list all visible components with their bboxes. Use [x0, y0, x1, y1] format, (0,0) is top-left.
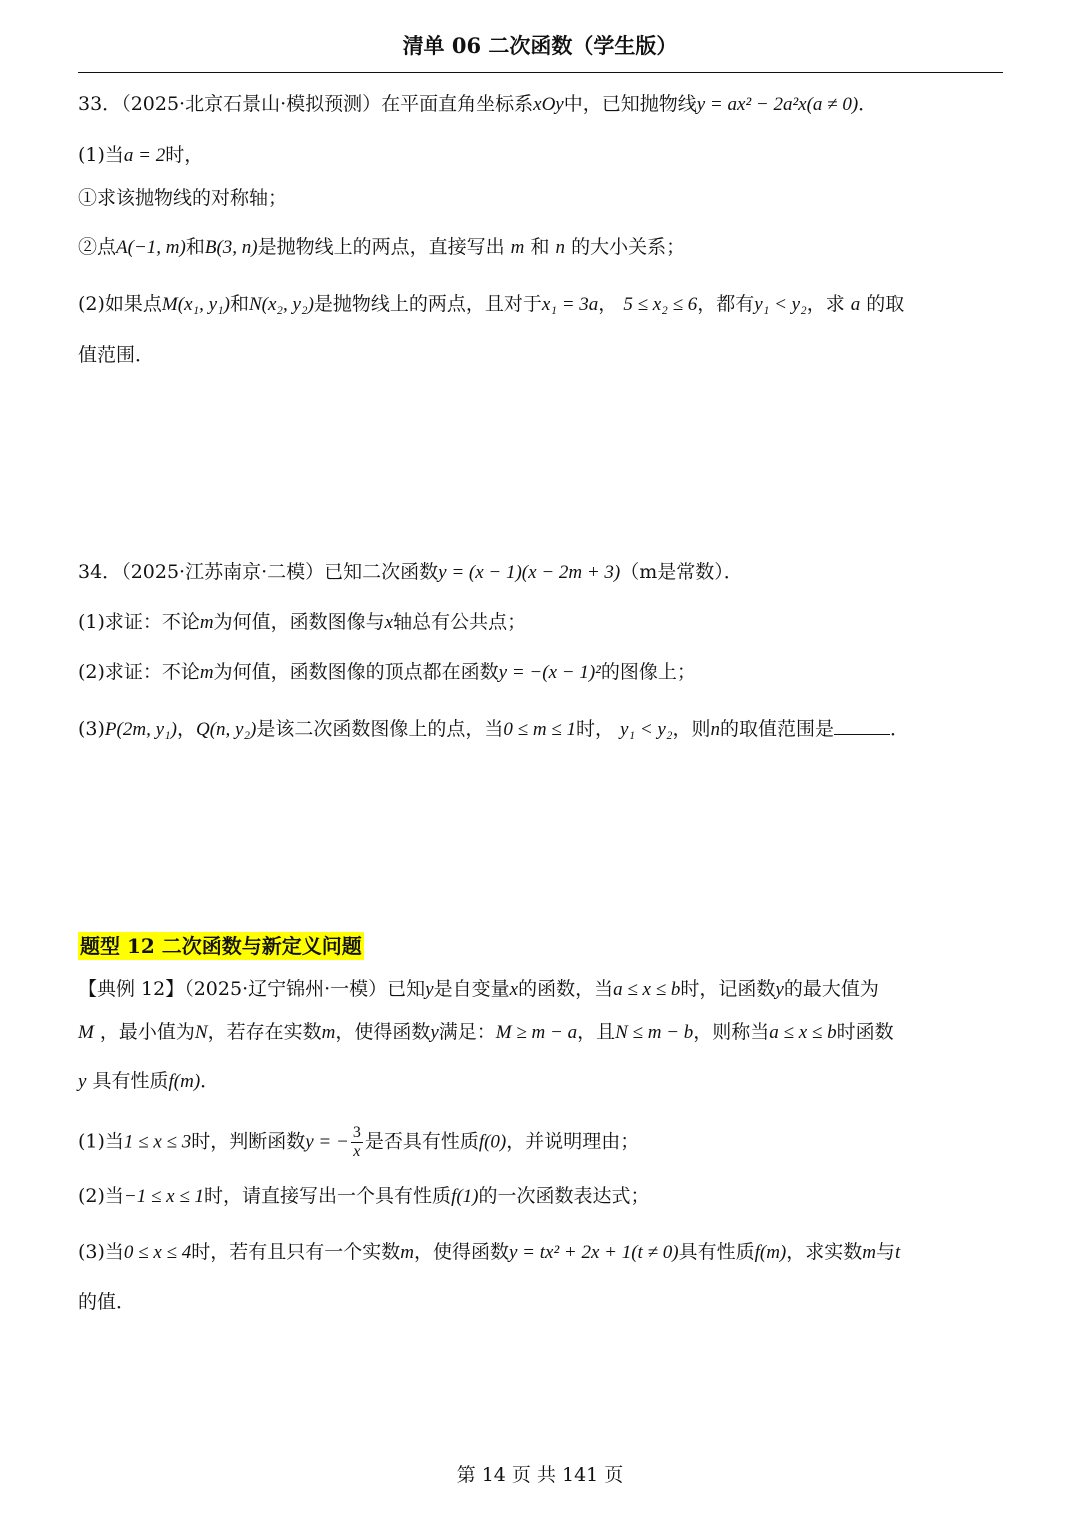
q33-cond2: 5 ≤ x₂ ≤ 6 — [623, 294, 698, 315]
q33-comma: ， — [598, 293, 618, 315]
q34-var-m2: m — [199, 662, 214, 683]
ex12-var-N: N — [194, 1022, 208, 1043]
q33-p1-math: a = 2 — [123, 145, 166, 166]
ex12-l1d: 时，记函数 — [680, 978, 776, 1000]
q33-part1a: ①求该抛物线的对称轴； — [78, 187, 288, 209]
q34-part2 — [78, 658, 1003, 687]
ex12-l3a: 具有性质 — [92, 1070, 169, 1092]
q33-pointN: N(x₂, y₂) — [249, 294, 314, 315]
ex12-l2e: ，且 — [577, 1021, 616, 1043]
page-footer: 第 14 页 共 141 页 — [456, 1464, 624, 1486]
ex12-p3-func: y = tx² + 2x + 1(t ≠ 0) — [508, 1242, 679, 1263]
q33-p2-ask: ，求 — [806, 293, 845, 315]
q34-number: 34． — [78, 561, 122, 583]
ex12-p3-range: 0 ≤ x ≤ 4 — [123, 1242, 192, 1263]
ex12-p3b: 时，若有且只有一个实数 — [191, 1241, 401, 1263]
q33-p2-start: (2)如果点 — [78, 293, 162, 315]
answer-blank — [834, 714, 890, 735]
ex12-range: a ≤ x ≤ b — [613, 979, 681, 1000]
ex12-p2b: 时，请直接写出一个具有性质 — [204, 1185, 452, 1207]
q34-func2: y = −(x − 1)² — [498, 662, 601, 683]
q33-cond1: x₁ = 3a — [541, 294, 599, 315]
q33-p1-end: 时， — [165, 144, 204, 166]
ex12-p3d: 具有性质 — [678, 1241, 755, 1263]
ex12-l1a: 已知 — [387, 978, 426, 1000]
page-header-title: 清单 06 二次函数（学生版） — [402, 33, 678, 58]
ex12-var-y: y — [425, 979, 434, 1000]
q34-sep: ， — [176, 718, 196, 740]
ex12-line2 — [78, 1018, 1003, 1047]
ex12-part1 — [78, 1124, 1003, 1161]
q34-line1 — [78, 558, 1003, 587]
q34-p1-end: 轴总有公共点； — [393, 611, 527, 633]
q34-pointP: P(2m, y₁) — [104, 719, 177, 740]
ex12-line1 — [78, 975, 1003, 1004]
ex12-l1c: 的函数，当 — [518, 978, 614, 1000]
q33-part2-line2: 值范围． — [78, 344, 155, 366]
q34-p3-start: (3) — [78, 718, 105, 740]
ex12-p1d: ，并说明理由； — [506, 1130, 640, 1153]
ex12-part2 — [78, 1182, 1003, 1211]
q34-part3 — [78, 714, 1003, 744]
q34-var-m: m — [199, 612, 214, 633]
q33-part1 — [78, 141, 1003, 170]
ex12-label: 【典例 12】 — [78, 978, 185, 1000]
q33-var-n: n — [555, 237, 566, 258]
ex12-var-M: M — [78, 1022, 94, 1043]
ex12-var-x: x — [509, 979, 519, 1000]
q34-p2-mid: 为何值，函数图像的顶点都在函数 — [213, 661, 499, 683]
q33-p2-mid: 是抛物线上的两点，且对于 — [313, 293, 542, 315]
ex12-p2-range: −1 ≤ x ≤ 1 — [123, 1186, 205, 1207]
ex12-line3 — [78, 1067, 1003, 1096]
ex12-l1b: 是自变量 — [433, 978, 510, 1000]
ex12-p2a: (2)当 — [78, 1185, 124, 1207]
ex12-part3 — [78, 1238, 1003, 1267]
section-heading — [78, 932, 1003, 961]
fraction-denominator: x — [353, 1143, 361, 1160]
fraction-numerator: 3 — [352, 1124, 361, 1141]
ex12-p1-fraction — [351, 1124, 363, 1161]
ex12-condM: M ≥ m − a — [495, 1022, 578, 1043]
ex12-p1b: 时，判断函数 — [191, 1130, 306, 1153]
q34-var-x: x — [384, 612, 394, 633]
ex12-var-m: m — [321, 1022, 336, 1043]
ex12-p1-func: y = − — [305, 1131, 349, 1153]
ex12-p3-prop: f(m) — [754, 1242, 787, 1263]
q33-source: （2025·北京石景山·模拟预测） — [121, 93, 382, 115]
ex12-p3-var-m2: m — [862, 1242, 877, 1263]
q34-var-n: n — [710, 719, 720, 740]
q33-p2-and: 和 — [229, 293, 249, 315]
ex12-p2c: 的一次函数表达式； — [478, 1185, 650, 1207]
q34-p2-start: (2)求证：不论 — [78, 661, 200, 683]
q33-text: 在平面直角坐标系 — [381, 93, 534, 115]
ex12-l2d: 满足： — [438, 1021, 496, 1043]
ex12-l2g: 时函数 — [836, 1021, 894, 1043]
ex12-l3end: ． — [200, 1070, 220, 1092]
q33-var-a: a — [850, 294, 861, 315]
q34-p3-end: 的取值范围是 — [719, 718, 834, 740]
q33-coord: xOy — [533, 94, 564, 115]
q34-p1-mid: 为何值，函数图像与 — [213, 611, 385, 633]
q34-func: y = (x − 1)(x − 2m + 3) — [438, 562, 621, 583]
q33-number: 33． — [78, 93, 122, 115]
q34-p3-then: ，则 — [672, 718, 711, 740]
ex12-source: （2025·辽宁锦州·一模） — [184, 978, 388, 1000]
ex12-range2: a ≤ x ≤ b — [769, 1022, 837, 1043]
q33-text2: 中，已知抛物线 — [563, 93, 697, 115]
ex12-l2f: ，则称当 — [693, 1021, 770, 1043]
ex12-var-y4: y — [78, 1071, 87, 1092]
q33-var-m: m — [510, 237, 525, 258]
q34-cond1: 0 ≤ m ≤ 1 — [503, 719, 576, 740]
ex12-p3c: ，使得函数 — [413, 1241, 509, 1263]
header-rule — [78, 72, 1003, 73]
q33-end: ． — [858, 93, 878, 115]
q33-p1b-start: ②点 — [78, 236, 117, 258]
q33-pointM: M(x₁, y₁) — [161, 294, 230, 315]
ex12-p1c: 是否具有性质 — [364, 1130, 479, 1153]
ex12-l1e: 的最大值为 — [783, 978, 879, 1000]
q34-pointQ: Q(n, y₂) — [195, 719, 257, 740]
ex12-var-y3: y — [430, 1022, 439, 1043]
q33-pointA: A(−1, m) — [116, 237, 186, 258]
ex12-condN: N ≤ m − b — [615, 1022, 694, 1043]
ex12-l2c: ，使得函数 — [335, 1021, 431, 1043]
q34-intro: 已知二次函数 — [324, 561, 439, 583]
ex12-prop: f(m) — [168, 1071, 201, 1092]
q33-pointB: B(3, n) — [204, 237, 258, 258]
ex12-l2b: ，若存在实数 — [207, 1021, 322, 1043]
q33-cond3: y₁ < y₂ — [754, 294, 807, 315]
q33-part2 — [78, 290, 1003, 319]
ex12-part3-line2: 的值． — [78, 1291, 136, 1313]
ex12-p3-var-m: m — [400, 1242, 414, 1263]
ex12-var-t: t — [895, 1242, 901, 1263]
ex12-p3e: ，求实数 — [786, 1241, 863, 1263]
q34-part1 — [78, 608, 1003, 637]
q33-parabola: y = ax² − 2a²x(a ≠ 0) — [696, 94, 859, 115]
ex12-p1a: (1)当 — [78, 1130, 124, 1153]
ex12-p1-prop: f(0) — [478, 1131, 507, 1153]
q33-p1b-end: 的大小关系； — [571, 236, 686, 258]
ex12-var-y2: y — [775, 979, 784, 1000]
q33-line1 — [78, 90, 1003, 119]
ex12-p1-range: 1 ≤ x ≤ 3 — [123, 1131, 192, 1153]
ex12-l2a: ，最小值为 — [99, 1021, 195, 1043]
q33-p1b-mid: 是抛物线上的两点，直接写出 — [257, 236, 505, 258]
q33-p2-end: 的取 — [866, 293, 905, 315]
q34-period: ． — [889, 718, 909, 740]
ex12-p3a: (3)当 — [78, 1241, 124, 1263]
section-title: 题型 12 二次函数与新定义问题 — [80, 934, 362, 958]
q33-p1b-and2: 和 — [530, 236, 550, 258]
q34-source: （2025·江苏南京·二模） — [121, 561, 325, 583]
q34-p3-mid: 是该二次函数图像上的点，当 — [256, 718, 504, 740]
q33-p1b-and: 和 — [185, 236, 205, 258]
ex12-p3f: 与 — [876, 1241, 896, 1263]
q34-note: （m是常数）． — [620, 561, 743, 583]
q34-cond2: y₁ < y₂ — [620, 719, 673, 740]
q34-p2-end: 的图像上； — [600, 661, 696, 683]
q33-p1-label: (1)当 — [78, 144, 124, 166]
ex12-p2-prop: f(1) — [451, 1186, 479, 1207]
q34-p1-start: (1)求证：不论 — [78, 611, 200, 633]
q34-p3-when: 时， — [575, 718, 614, 740]
q33-part1b — [78, 233, 1003, 262]
q33-p2-all: ，都有 — [697, 293, 755, 315]
